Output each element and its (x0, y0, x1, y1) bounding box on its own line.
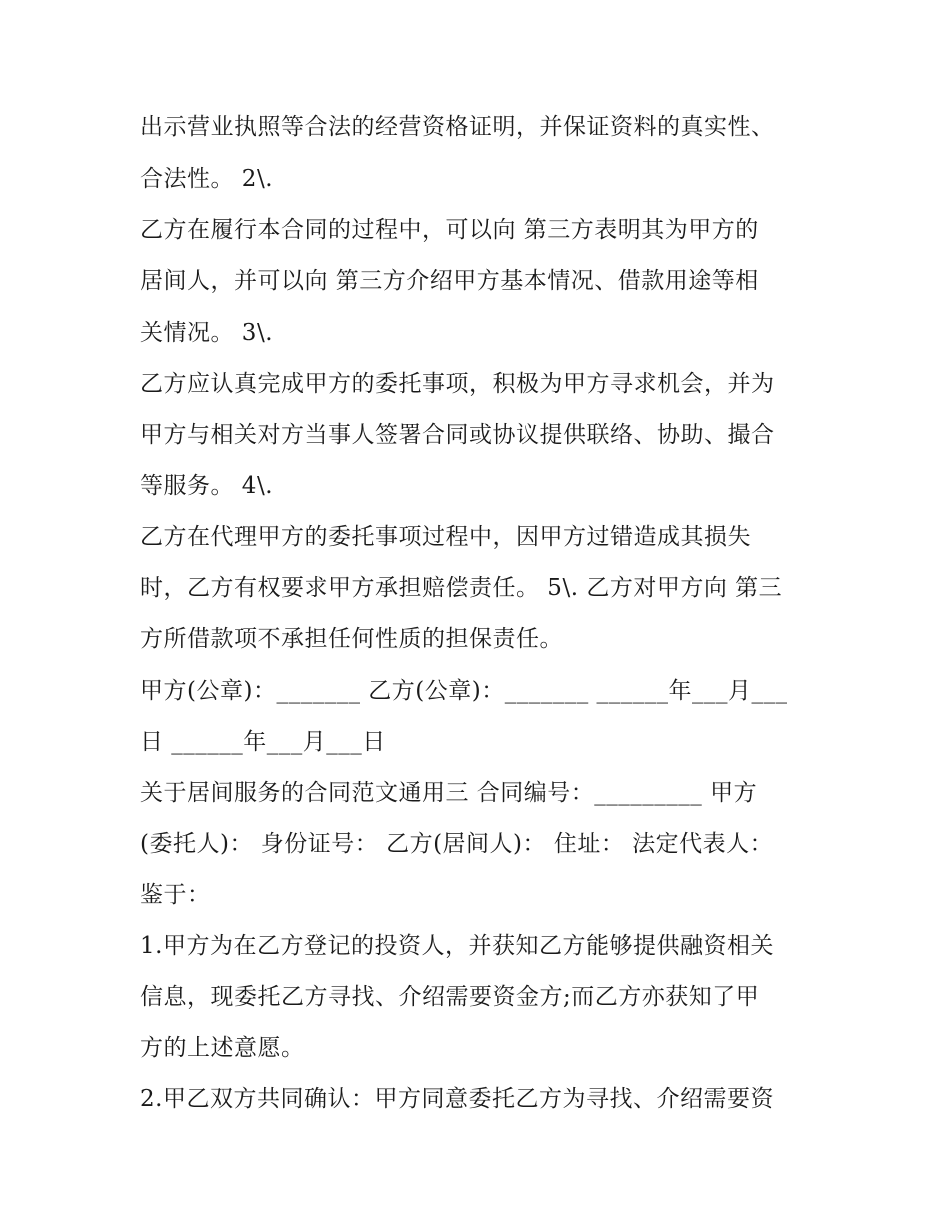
text-line: (委托人)： 身份证号： 乙方(居间人)： 住址： 法定代表人： (140, 831, 774, 857)
text-line: 鉴于： (140, 882, 211, 908)
text-line: 日 ______年___月___日 (140, 729, 386, 755)
text-line: 关于居间服务的合同范文通用三 合同编号：_________ 甲方 (140, 780, 758, 806)
text-line: 等服务。 4\. (140, 473, 274, 499)
text-line: 出示营业执照等合法的经营资格证明，并保证资料的真实性、 (140, 114, 775, 140)
text-line: 1.甲方为在乙方登记的投资人，并获知乙方能够提供融资相关 (140, 933, 774, 959)
text-line: 方的上述意愿。 (140, 1035, 305, 1061)
text-line: 方所借款项不承担任何性质的担保责任。 (140, 626, 563, 652)
text-line: 乙方在履行本合同的过程中，可以向 第三方表明其为甲方的 (140, 217, 759, 243)
text-line: 乙方在代理甲方的委托事项过程中，因甲方过错造成其损失 (140, 524, 751, 550)
text-line: 乙方应认真完成甲方的委托事项，积极为甲方寻求机会，并为 (140, 371, 775, 397)
text-line: 甲方(公章)：_______ 乙方(公章)：_______ ______年___月___ (140, 678, 788, 704)
text-line: 信息，现委托乙方寻找、介绍需要资金方;而乙方亦获知了甲 (140, 984, 760, 1010)
text-line: 时，乙方有权要求甲方承担赔偿责任。 5\. 乙方对甲方向 第三 (140, 575, 783, 601)
text-line: 甲方与相关对方当事人签署合同或协议提供联络、协助、撮合 (140, 422, 775, 448)
text-line: 关情况。 3\. (140, 320, 274, 346)
text-line: 居间人，并可以向 第三方介绍甲方基本情况、借款用途等相 (140, 268, 759, 294)
text-line: 2.甲乙双方共同确认：甲方同意委托乙方为寻找、介绍需要资 (140, 1086, 774, 1112)
text-line: 合法性。 2\. (140, 166, 274, 192)
